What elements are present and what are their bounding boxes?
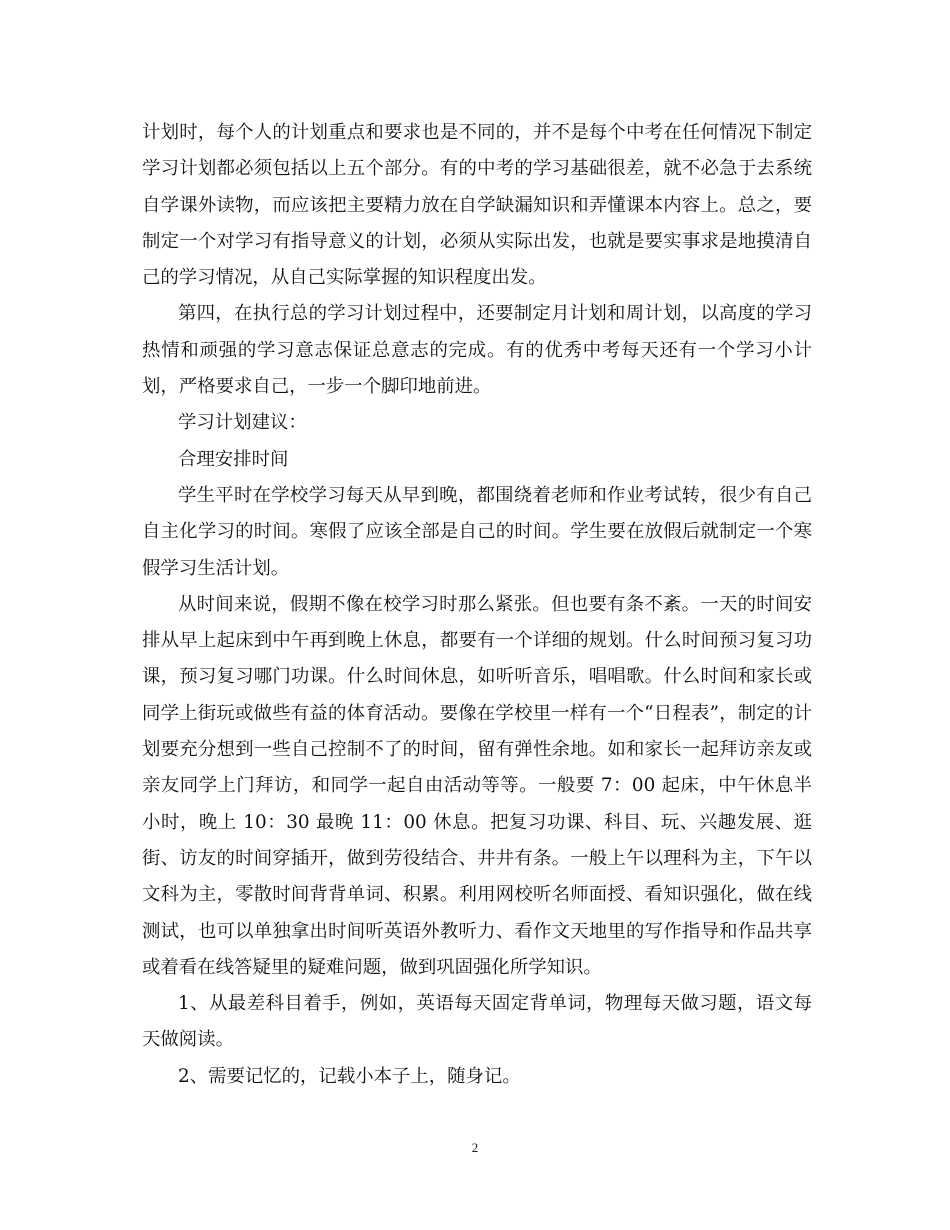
paragraph-5: 学生平时在学校学习每天从早到晚，都围绕着老师和作业考试转，很少有自己自主化学习的时间。寒假了应该全部是自己的时间。学生要在放假后就制定一个寒假学习生活计划。 (142, 484, 812, 579)
page-body (142, 115, 812, 1095)
paragraph-2: 第四，在执行总的学习计划过程中，还要制定月计划和周计划，以高度的学习热情和顽强的学习意志保证总意志的完成。有的优秀中考每天还有一个学习小计划，严格要求自己，一步一个脚印地前进。 (142, 303, 812, 398)
paragraph-6: 从时间来说，假期不像在校学习时那么紧张。但也要有条不紊。一天的时间安排从早上起床到中午再到晚上休息，都要有一个详细的规划。什么时间预习复习功课，预习复习哪门功课。什么时间休息，如听听音乐，唱唱歌。什么时间和家长或同学上街玩或做些有益的体育活动。要像在学校里一样有一个“日程表”，制定的计划要充分想到一些自己控制不了的时间，留有弹性余地。如和家长一起拜访亲友或亲友同学上门拜访，和同学一起自由活动等等。一般要 7：00 起床，中午休息半小时，晚上 10：30 最晚 11：00 休息。把复习功课、科目、玩、兴趣发展、逛街、访友的时间穿插开，做到劳役结合、井井有条。一般上午以理科为主，下午以文科为主，零散时间背背单词、积累。利用网校听名师面授、看知识强化，做在线测试，也可以单独拿出时间听英语外教听力、看作文天地里的写作指导和作品共享或着看在线答疑里的疑难问题，做到巩固强化所学知识。 (142, 593, 812, 978)
paragraph-8: 2、需要记忆的，记载小本子上，随身记。 (178, 1065, 521, 1087)
paragraph-7: 1、从最差科目着手，例如，英语每天固定背单词，物理每天做习题，语文每天做阅读。 (142, 993, 812, 1051)
paragraph-1: 计划时，每个人的计划重点和要求也是不同的，并不是每个中考在任何情况下制定学习计划都必须包括以上五个部分。有的中考的学习基础很差，就不必急于去系统自学课外读物，而应该把主要精力放在自学缺漏知识和弄懂课本内容上。总之，要制定一个对学习有指导意义的计划，必须从实际出发，也就是要实事求是地摸清自己的学习情况，从自己实际掌握的知识程度出发。 (142, 122, 812, 289)
page-number: 2 (471, 1140, 479, 1155)
paragraph-4: 合理安排时间 (178, 448, 289, 470)
paragraph-3: 学习计划建议： (178, 412, 307, 434)
